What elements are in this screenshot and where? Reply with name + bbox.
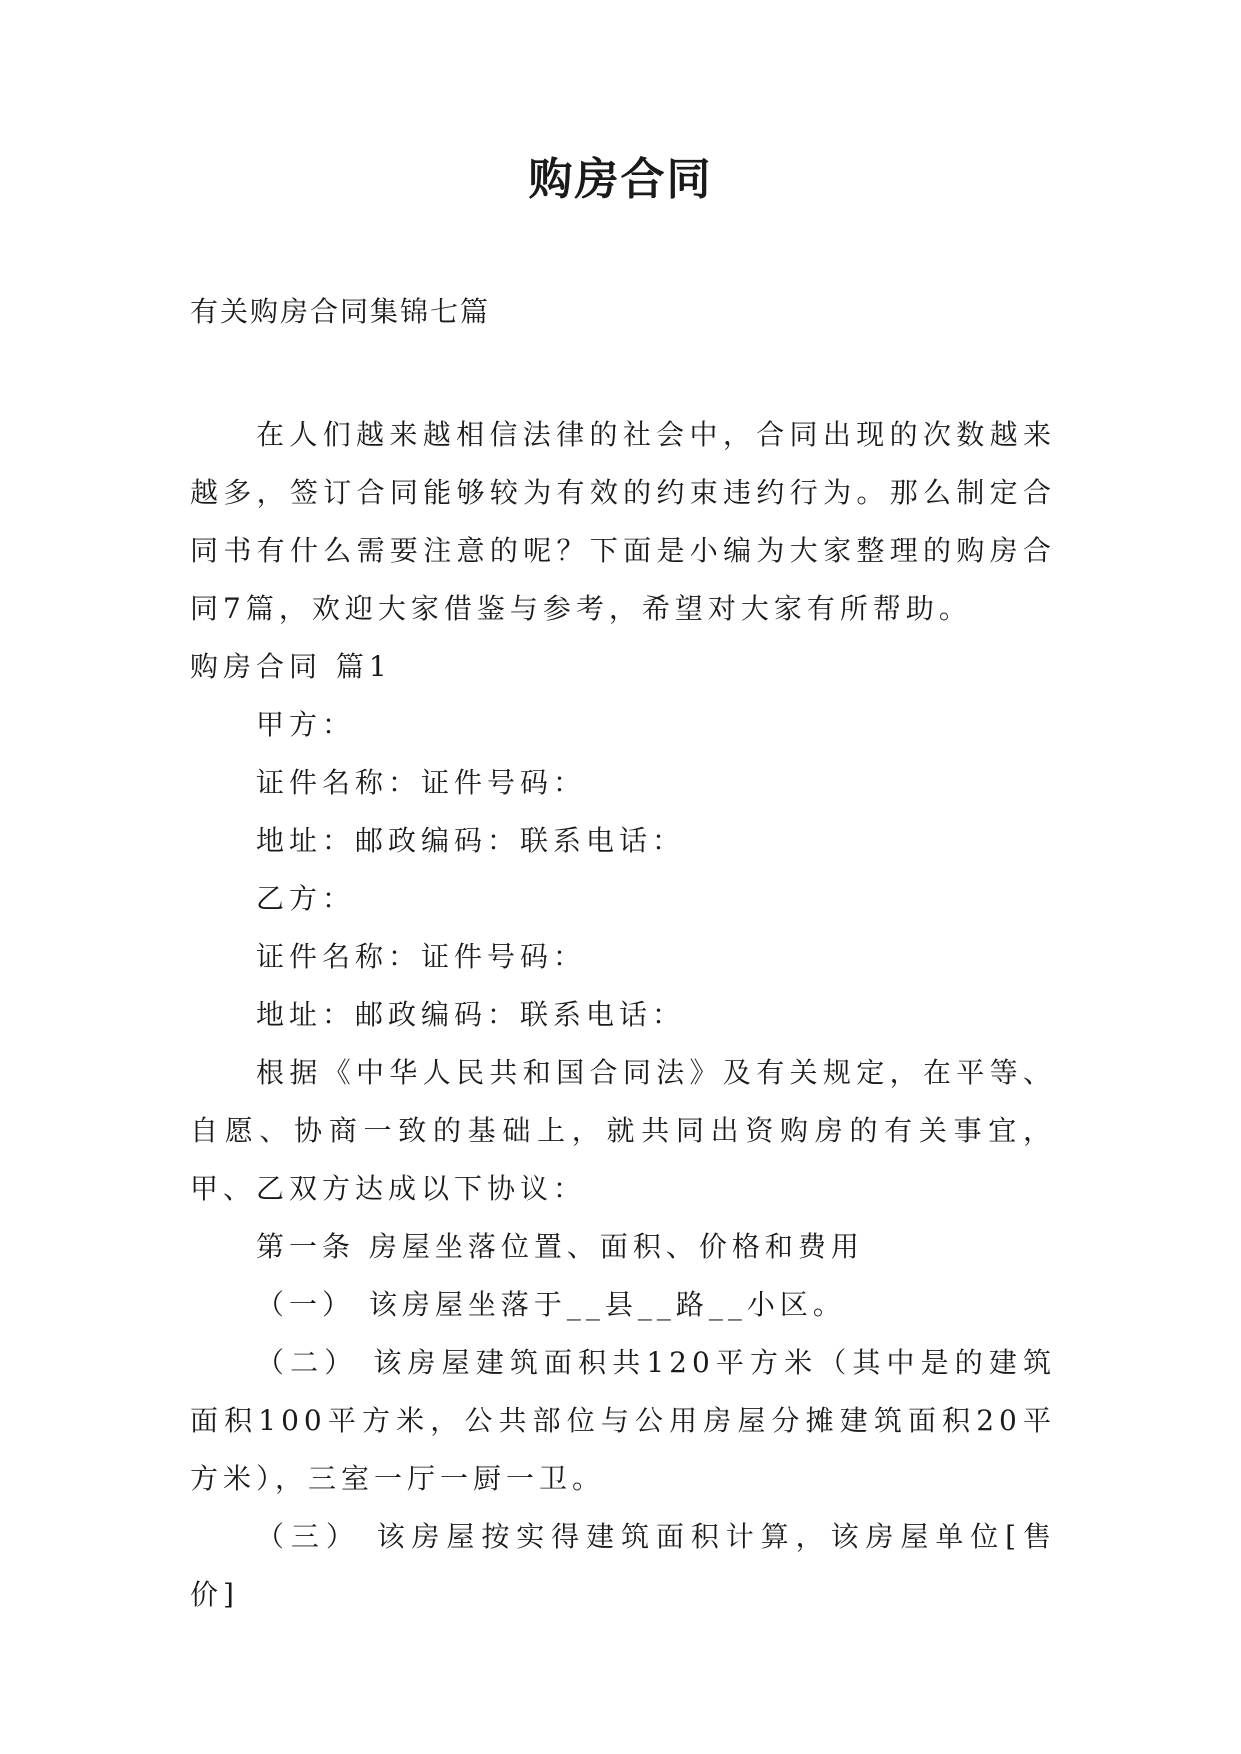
document-subtitle: 有关购房合同集锦七篇 xyxy=(190,295,491,328)
document-body xyxy=(190,406,1056,1624)
clause-1: （一） 该房屋坐落于__县__路__小区。 xyxy=(256,1288,846,1321)
party-a-label: 甲方： xyxy=(256,708,356,741)
party-a-address-line: 地址：邮政编码：联系电话： xyxy=(256,824,686,857)
intro-paragraph: 在人们越来越相信法律的社会中，合同出现的次数越来越多，签订合同能够较为有效的约束违约行为。那么制定合同书有什么需要注意的呢？下面是小编为大家整理的购房合同7篇，欢迎大家借鉴与参考，希望对大家有所帮助。 xyxy=(190,418,1056,625)
clause-3: （三） 该房屋按实得建筑面积计算，该房屋单位[售价] xyxy=(190,1520,1056,1611)
party-b-address-line: 地址：邮政编码：联系电话： xyxy=(256,998,686,1031)
article-1-title: 第一条 房屋坐落位置、面积、价格和费用 xyxy=(256,1230,864,1263)
party-a-id-line: 证件名称：证件号码： xyxy=(256,766,587,799)
party-b-label: 乙方： xyxy=(256,882,356,915)
clause-2: （二） 该房屋建筑面积共120平方米（其中是的建筑面积100平方米，公共部位与公用房屋分摊建筑面积20平方米），三室一厅一厨一卫。 xyxy=(190,1346,1056,1495)
document-title: 购房合同 xyxy=(528,154,713,205)
preamble-paragraph: 根据《中华人民共和国合同法》及有关规定，在平等、自愿、协商一致的基础上，就共同出资购房的有关事宜，甲、乙双方达成以下协议： xyxy=(190,1056,1056,1205)
section-heading: 购房合同 篇1 xyxy=(190,650,392,683)
party-b-id-line: 证件名称：证件号码： xyxy=(256,940,587,973)
